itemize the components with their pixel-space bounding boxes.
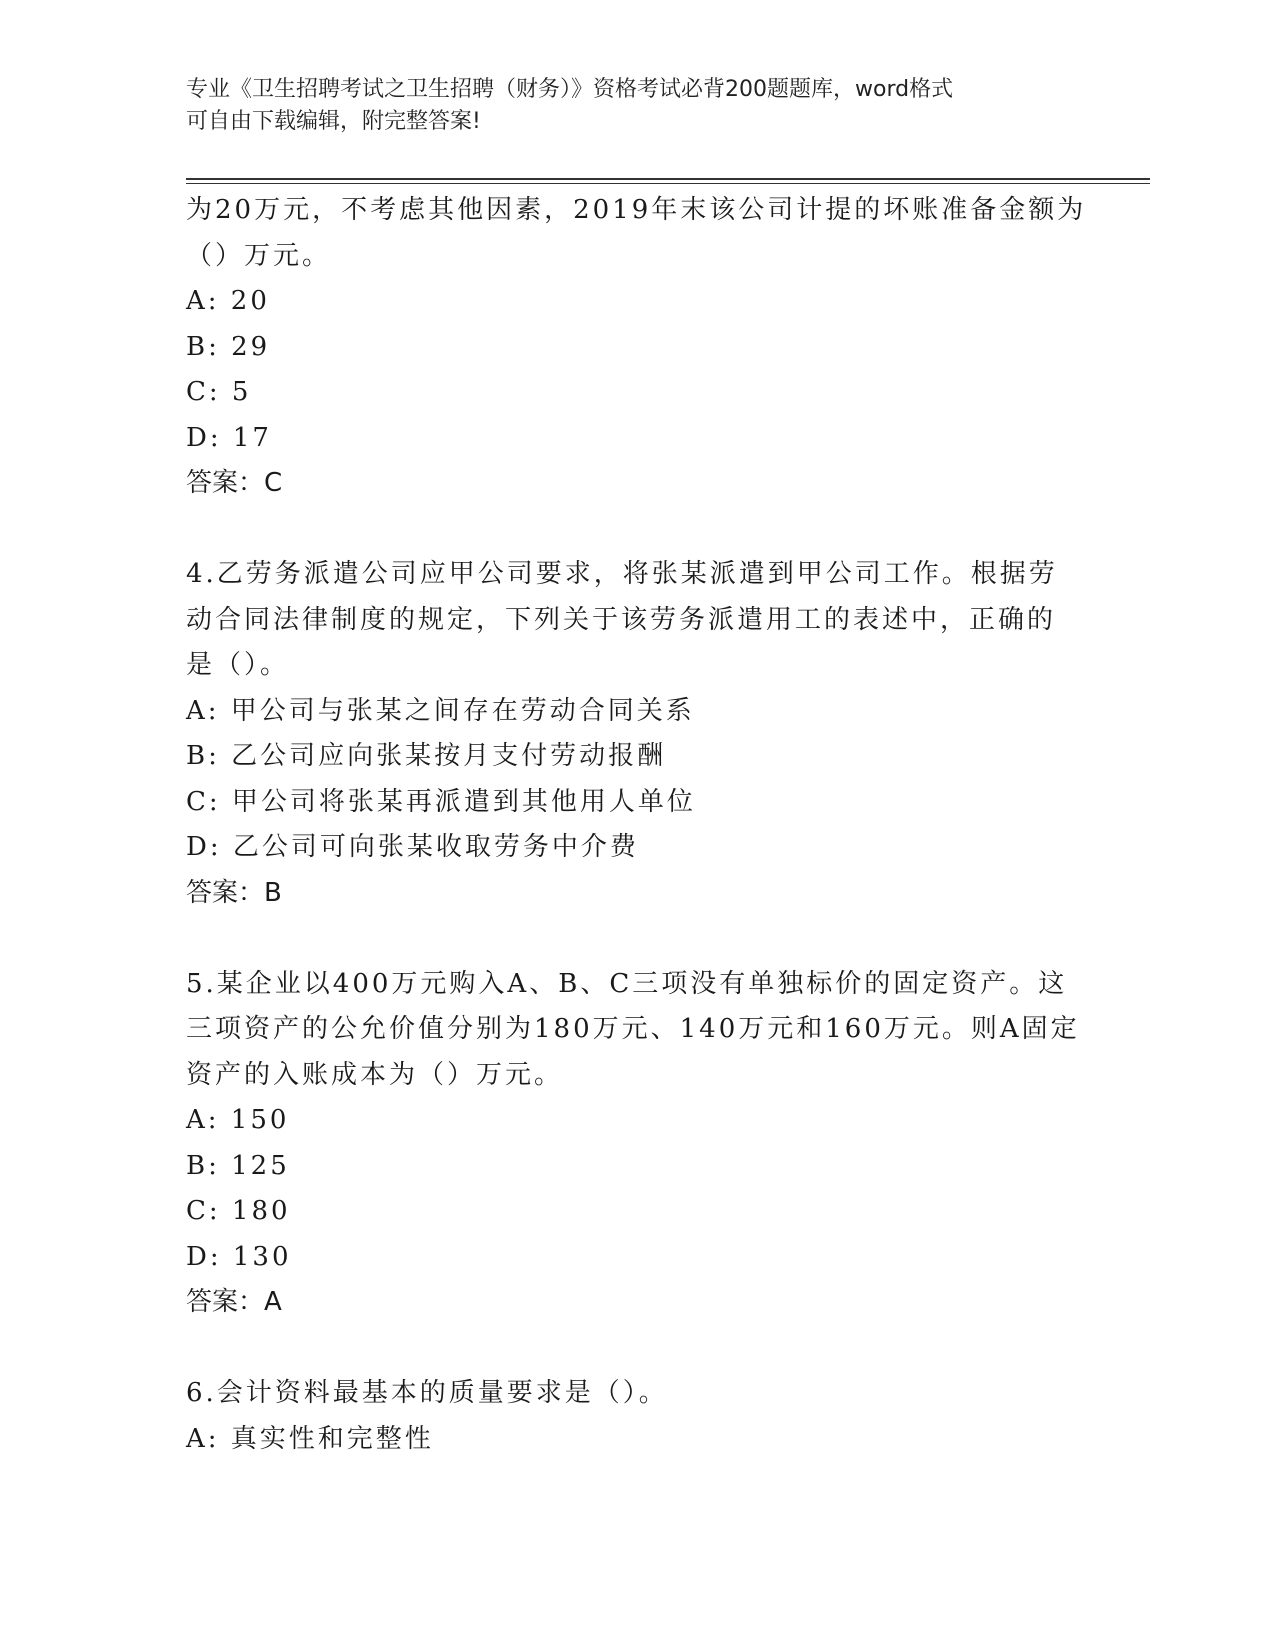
- answer-line: 答案：C: [186, 468, 283, 498]
- question-5: [186, 962, 1086, 1326]
- question-stem-line: （）万元。: [186, 240, 332, 271]
- header-title-line-2: 可自由下载编辑，附完整答案!: [186, 109, 481, 134]
- question-stem-line: 5.某企业以400万元购入A、B、C三项没有单独标价的固定资产。这: [186, 968, 1068, 999]
- option-c: C: 180: [186, 1196, 291, 1226]
- question-3: [186, 188, 1086, 507]
- header-title-line-1: 专业《卫生招聘考试之卫生招聘（财务）》资格考试必背200题题库，word格式: [186, 77, 954, 102]
- question-stem-line: 资产的入账成本为（）万元。: [186, 1059, 564, 1090]
- option-b: B: 乙公司应向张某按月支付劳动报酬: [186, 741, 667, 771]
- question-4: [186, 552, 1086, 916]
- question-stem-line: 三项资产的公允价值分别为180万元、140万元和160万元。则A固定: [186, 1014, 1080, 1044]
- spacer: [186, 916, 1086, 962]
- spacer: [186, 507, 1086, 553]
- option-a: A: 甲公司与张某之间存在劳动合同关系: [186, 695, 695, 726]
- option-c: C: 5: [186, 377, 252, 407]
- option-d: D: 17: [186, 422, 272, 453]
- answer-line: 答案：B: [186, 877, 282, 908]
- option-b: B: 29: [186, 331, 271, 362]
- spacer: [186, 1326, 1086, 1372]
- option-b: B: 125: [186, 1150, 290, 1181]
- question-stem-line: 4.乙劳务派遣公司应甲公司要求，将张某派遣到甲公司工作。根据劳: [186, 559, 1058, 589]
- option-a: A: 150: [186, 1105, 290, 1135]
- question-stem-line: 动合同法律制度的规定，下列关于该劳务派遣用工的表述中，正确的: [186, 604, 1057, 635]
- question-list: [186, 188, 1086, 1462]
- header-divider-thin: [186, 183, 1150, 184]
- option-a: A: 真实性和完整性: [186, 1423, 434, 1454]
- header-divider-thick: [186, 178, 1150, 180]
- question-stem-line: 是（）。: [186, 650, 290, 680]
- question-stem-line: 为20万元，不考虑其他因素，2019年末该公司计提的坏账准备金额为: [186, 195, 1087, 225]
- question-stem-line: 6.会计资料最基本的质量要求是（）。: [186, 1378, 668, 1408]
- question-6: [186, 1371, 1086, 1462]
- answer-line: 答案：A: [186, 1287, 282, 1317]
- option-d: D: 乙公司可向张某收取劳务中介费: [186, 832, 639, 862]
- option-a: A: 20: [186, 286, 270, 316]
- option-d: D: 130: [186, 1241, 292, 1272]
- option-c: C: 甲公司将张某再派遣到其他用人单位: [186, 786, 696, 817]
- document-header: [186, 74, 1086, 138]
